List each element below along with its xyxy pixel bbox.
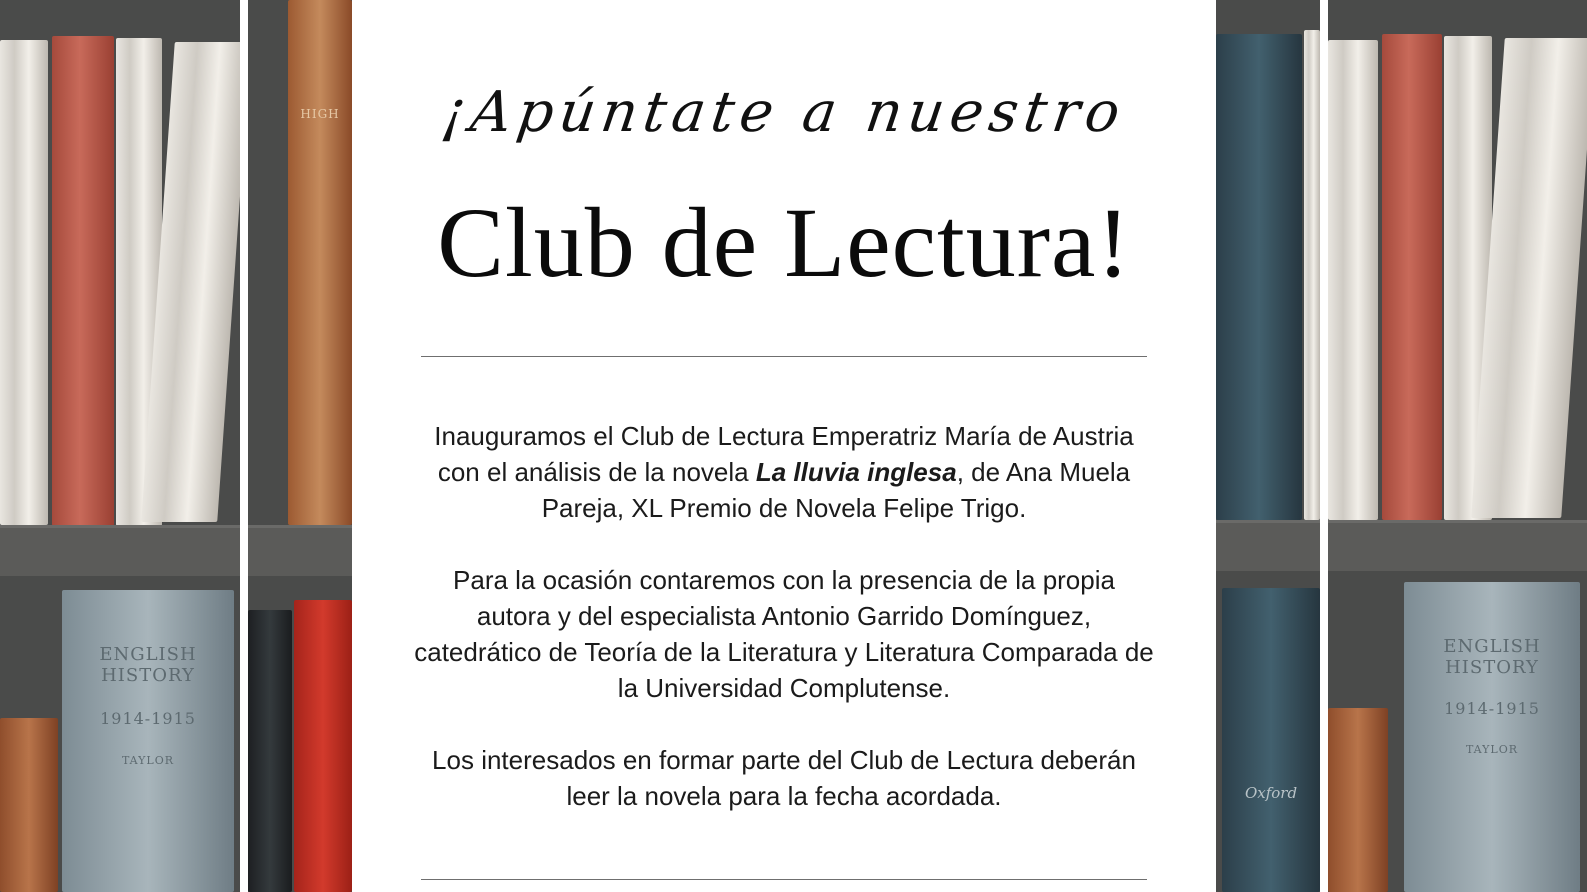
flyer-body: [413, 418, 1155, 850]
book-spine: [1222, 588, 1320, 892]
book-title-text: HIGH: [300, 107, 340, 121]
shelf: [0, 525, 240, 576]
book-spine: [0, 718, 58, 892]
book-author-text: TAYLOR: [121, 754, 175, 767]
book-spine: [0, 40, 48, 525]
bookshelf-photo-right: [1328, 0, 1587, 892]
book-years-text: 1914-1915: [100, 709, 196, 728]
book-spine: [1382, 34, 1442, 520]
publisher-text: Oxford: [1244, 784, 1298, 802]
paragraph-intro: [413, 418, 1155, 526]
book-title-text: ENGLISH HISTORY: [99, 644, 197, 686]
book-spine: [288, 0, 352, 525]
book-spine: [1304, 30, 1320, 520]
shelf: [248, 525, 352, 576]
book-years-text: 1914-1915: [1444, 699, 1540, 718]
book-spine: [294, 600, 352, 892]
book-spine: [1328, 40, 1378, 520]
book-spine: [62, 590, 234, 892]
shelf: [1328, 520, 1587, 571]
flyer-card: [353, 0, 1215, 892]
intro-text: Inauguramos el Club de Lectura Emperatriz María de Austria con el análisis de la novela: [434, 421, 1134, 487]
book-title: La lluvia inglesa: [755, 457, 957, 487]
bookshelf-photo-left: [0, 0, 240, 892]
book-spine: [1404, 582, 1580, 892]
intro-text-end: , de Ana Muela Pareja, XL Premio de Novela Felipe Trigo.: [541, 457, 1131, 523]
book-author-text: TAYLOR: [1465, 743, 1519, 756]
book-title-text: ENGLISH HISTORY: [1443, 636, 1541, 678]
page-title: Club de Lectura!: [437, 187, 1131, 298]
paragraph-instructions: Los interesados en formar parte del Club de Lectura deberán leer la novela para la fecha acordada.: [432, 745, 1136, 811]
book-spine: [1328, 708, 1388, 892]
divider-top: [421, 356, 1147, 357]
book-spine: [1216, 34, 1302, 520]
shelf: [1216, 520, 1320, 571]
bookshelf-photo-right-narrow: [1216, 0, 1320, 892]
divider-bottom: [421, 879, 1147, 880]
book-spine: [248, 610, 292, 892]
paragraph-guests: Para la ocasión contaremos con la presencia de la propia autora y del especialista Antonio Garrido Domínguez, catedrático de Teoría de la Literatura y Literatura Comparada de la Universidad Complutense.: [414, 565, 1154, 703]
invitation-script-heading: ¡Apúntate a nuestro: [438, 80, 1130, 145]
book-spine: [52, 36, 114, 526]
bookshelf-photo-left-narrow: [248, 0, 352, 892]
